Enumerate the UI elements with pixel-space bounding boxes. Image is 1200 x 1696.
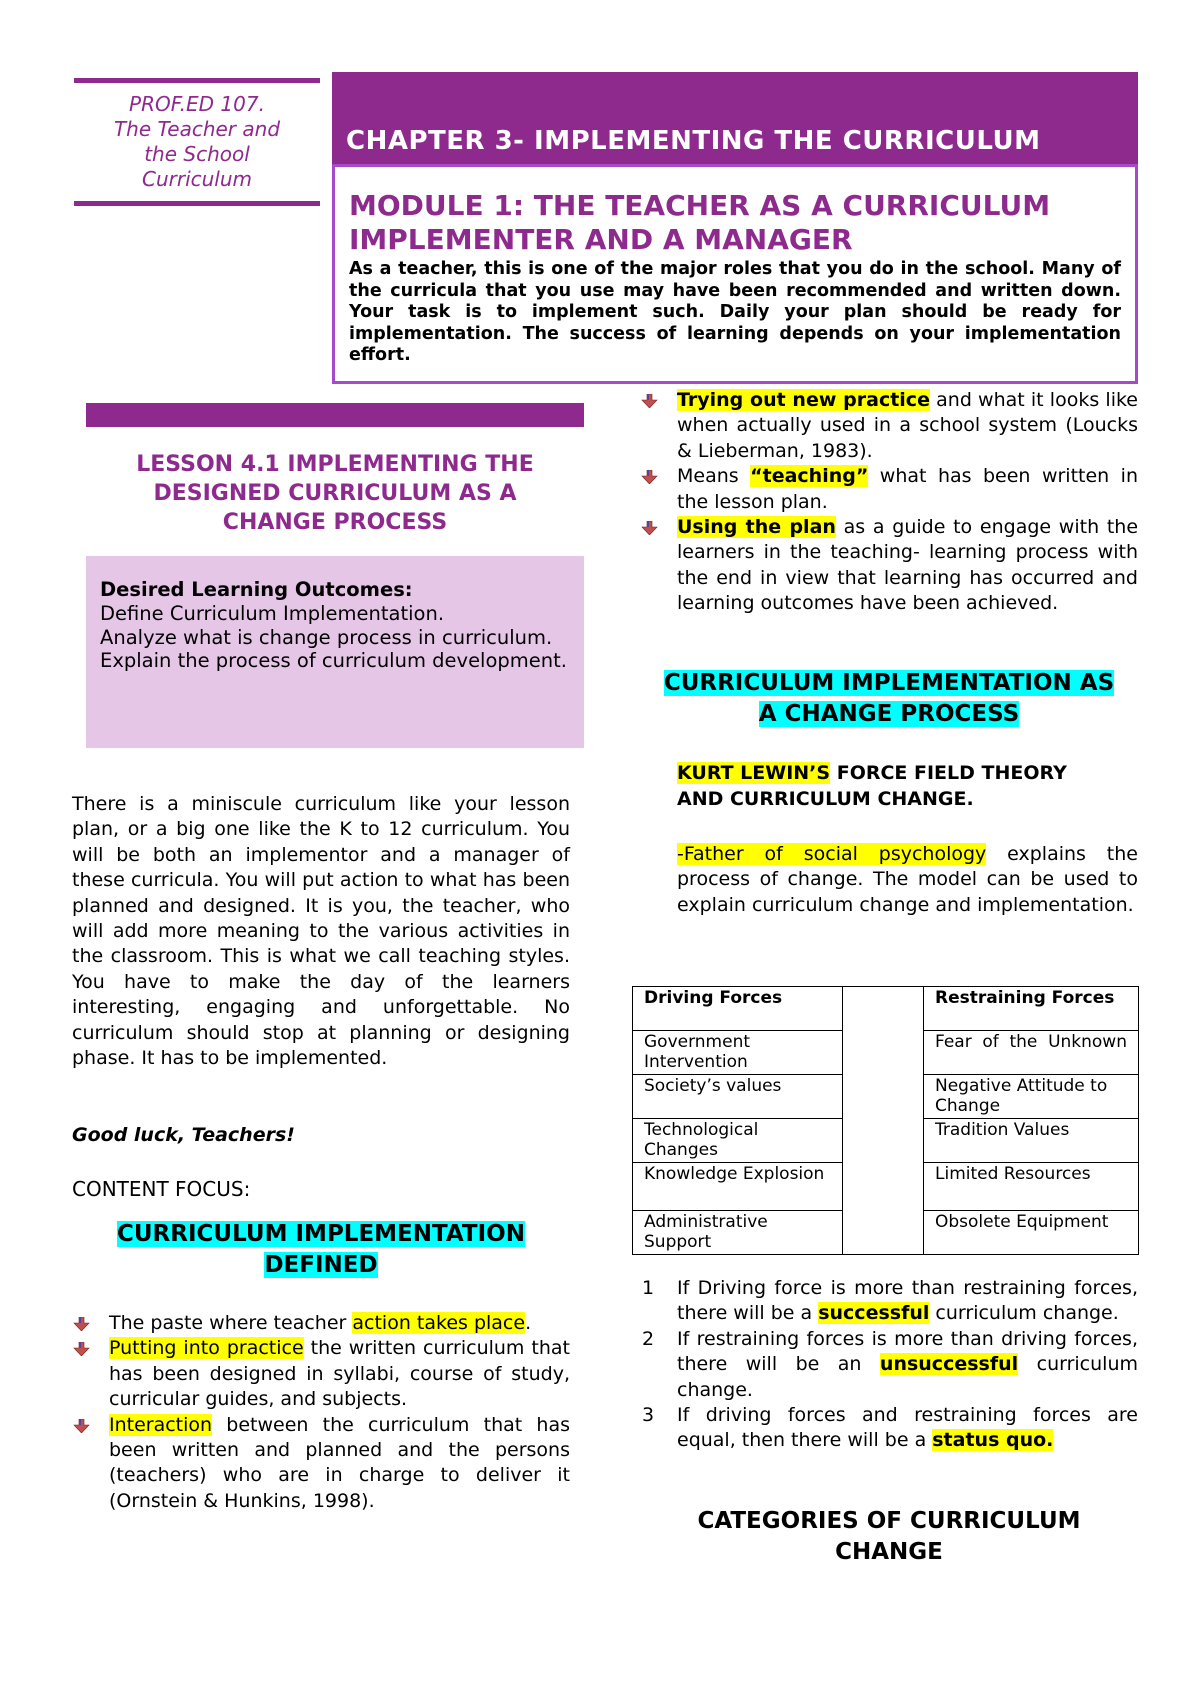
- learning-outcome: Explain the process of curriculum development.: [100, 649, 567, 672]
- content-focus-label: CONTENT FOCUS:: [72, 1177, 251, 1201]
- implementation-bullet-list: [640, 388, 1138, 617]
- definition-bullet-list: [72, 1311, 570, 1514]
- section-title-line: CURRICULUM IMPLEMENTATION AS: [663, 670, 1115, 696]
- lesson-title: [86, 450, 584, 537]
- list-item: [640, 388, 1138, 464]
- good-luck-text: Good luck, Teachers!: [72, 1124, 295, 1146]
- learning-outcome: Define Curriculum Implementation.: [100, 602, 445, 625]
- arrow-down-bullet-icon: [641, 394, 659, 408]
- bullet-highlight: Trying out new practice: [677, 389, 930, 411]
- table-spacer-cell: [843, 987, 924, 1255]
- force-outcome-list: [640, 1276, 1138, 1454]
- driving-force-cell: Society’s values: [633, 1075, 843, 1119]
- list-text: curriculum change.: [677, 1353, 1138, 1401]
- list-item: [640, 515, 1138, 617]
- section-title-change-process: [640, 668, 1138, 730]
- kurt-lewin-highlight: KURT LEWIN’S: [677, 762, 831, 784]
- bullet-text: what has been written in the lesson plan.: [677, 465, 1138, 513]
- list-number: 2: [642, 1327, 655, 1350]
- bullet-highlight: action takes place: [352, 1312, 526, 1334]
- bullet-highlight: “teaching”: [750, 465, 869, 488]
- driving-force-cell: Technological Changes: [633, 1119, 843, 1163]
- list-item: [640, 1403, 1138, 1454]
- restraining-forces-header: Restraining Forces: [924, 987, 1139, 1031]
- driving-forces-header: Driving Forces: [633, 987, 843, 1031]
- father-text: explains the process of change. The model can be used to explain curriculum change and implementation.: [677, 843, 1138, 916]
- chapter-banner: [332, 72, 1138, 164]
- module-box: [332, 164, 1138, 384]
- lesson-title-line: LESSON 4.1 IMPLEMENTING THE: [136, 452, 534, 477]
- force-field-table: [632, 986, 1139, 1255]
- restraining-force-cell: Tradition Values: [924, 1119, 1139, 1163]
- course-line: Curriculum: [141, 167, 253, 191]
- driving-force-cell: Administrative Support: [633, 1211, 843, 1255]
- section-title-line: CURRICULUM IMPLEMENTATION: [117, 1221, 525, 1247]
- lesson-divider-bar: [86, 403, 584, 427]
- module-intro: As a teacher, this is one of the major roles that you do in the school. Many of the curricula that you use may have been recommended and written down. Your task is to implement such. Daily your plan should be ready for implementation. The success of learning depends on your implementation effort.: [349, 259, 1121, 365]
- driving-force-cell: Government Intervention: [633, 1031, 843, 1075]
- list-highlight: status quo.: [932, 1429, 1054, 1452]
- lesson-title-line: DESIGNED CURRICULUM AS A: [153, 481, 517, 506]
- chapter-title: CHAPTER 3- IMPLEMENTING THE CURRICULUM: [346, 126, 1041, 156]
- course-line: the School: [144, 142, 250, 166]
- list-text: If Driving force is more than restraining forces, there will be a: [677, 1277, 1138, 1325]
- restraining-force-cell: Negative Attitude to Change: [924, 1075, 1139, 1119]
- list-highlight: unsuccessful: [879, 1353, 1019, 1376]
- bullet-text: .: [525, 1312, 532, 1334]
- module-title: [349, 189, 1121, 257]
- arrow-down-bullet-icon: [73, 1419, 91, 1433]
- learning-outcomes-box: [86, 556, 584, 748]
- section-title-defined: [72, 1219, 570, 1281]
- course-label-box: [74, 78, 320, 206]
- kurt-title-text: AND CURRICULUM CHANGE.: [677, 788, 974, 810]
- section-title-line: DEFINED: [264, 1252, 378, 1278]
- list-number: 3: [642, 1404, 655, 1427]
- driving-force-cell: Knowledge Explosion: [633, 1163, 843, 1211]
- arrow-down-bullet-icon: [73, 1317, 91, 1331]
- module-title-line: IMPLEMENTER AND A MANAGER: [349, 223, 853, 256]
- list-highlight: successful: [818, 1302, 930, 1325]
- intro-paragraph: There is a miniscule curriculum like your lesson plan, or a big one like the K to 12 curriculum. You will be both an implementor and a manager of these curricula. You will put action to what has been planned and designed. It is you, the teacher, who will add more meaning to the various activities in the classroom. This is what we call teaching styles. You have to make the day of the learners interesting, engaging and unforgettable. No curriculum should stop at planning or designing phase. It has to be implemented.: [72, 793, 570, 1070]
- list-item: [72, 1311, 570, 1336]
- list-text: If driving forces and restraining forces are equal, then there will be a: [677, 1404, 1138, 1452]
- categories-title: [640, 1506, 1138, 1568]
- course-line: The Teacher and: [113, 117, 281, 141]
- bullet-text: as a guide to engage with the learners in the teaching- learning process with the end in view that learning has occurred and learning outcomes have been achieved.: [677, 516, 1139, 615]
- section-title-line: A CHANGE PROCESS: [758, 701, 1020, 727]
- learning-outcomes-title: Desired Learning Outcomes:: [100, 578, 413, 601]
- father-paragraph: [677, 842, 1138, 918]
- restraining-force-cell: Obsolete Equipment: [924, 1211, 1139, 1255]
- bullet-highlight: Interaction: [109, 1413, 213, 1436]
- restraining-force-cell: Limited Resources: [924, 1163, 1139, 1211]
- bullet-text: the written curriculum that has been designed in syllabi, course of study, curricular guides, and subjects.: [109, 1337, 571, 1411]
- bullet-text: between the curriculum that has been written and planned and the persons (teachers) who are in charge to deliver it (Ornstein & Hunkins, 1998).: [109, 1413, 570, 1512]
- bullet-text: The paste where teacher: [109, 1312, 353, 1334]
- bullet-highlight: Putting into practice: [109, 1337, 304, 1360]
- arrow-down-bullet-icon: [641, 521, 659, 535]
- bullet-text: and what it looks like when actually used in a school system (Loucks & Lieberman, 1983).: [677, 389, 1138, 462]
- lesson-title-line: CHANGE PROCESS: [222, 510, 448, 535]
- list-number: 1: [642, 1277, 655, 1299]
- list-item: [640, 1276, 1138, 1327]
- table-row: [633, 987, 1139, 1031]
- list-item: [72, 1413, 570, 1515]
- bullet-text: Means: [677, 465, 751, 488]
- module-title-line: MODULE 1: THE TEACHER AS A CURRICULUM: [349, 189, 1051, 222]
- learning-outcome: Analyze what is change process in curriculum.: [100, 625, 553, 649]
- bullet-highlight: Using the plan: [677, 516, 836, 539]
- arrow-down-bullet-icon: [73, 1342, 91, 1356]
- categories-title-line: CHANGE: [835, 1539, 943, 1565]
- arrow-down-bullet-icon: [641, 470, 659, 484]
- categories-title-line: CATEGORIES OF CURRICULUM: [697, 1508, 1081, 1534]
- list-text: If restraining forces is more than driving forces, there will be an: [677, 1327, 1138, 1376]
- list-item: [72, 1336, 570, 1412]
- list-text: curriculum change.: [929, 1302, 1119, 1325]
- list-item: [640, 464, 1138, 515]
- restraining-force-cell: Fear of the Unknown: [924, 1031, 1139, 1075]
- father-highlight: -Father of social psychology: [677, 843, 987, 865]
- force-field-theory-title: [677, 760, 1138, 812]
- kurt-title-text: FORCE FIELD THEORY: [830, 762, 1067, 784]
- course-line: PROF.ED 107.: [129, 92, 265, 116]
- list-item: [640, 1327, 1138, 1403]
